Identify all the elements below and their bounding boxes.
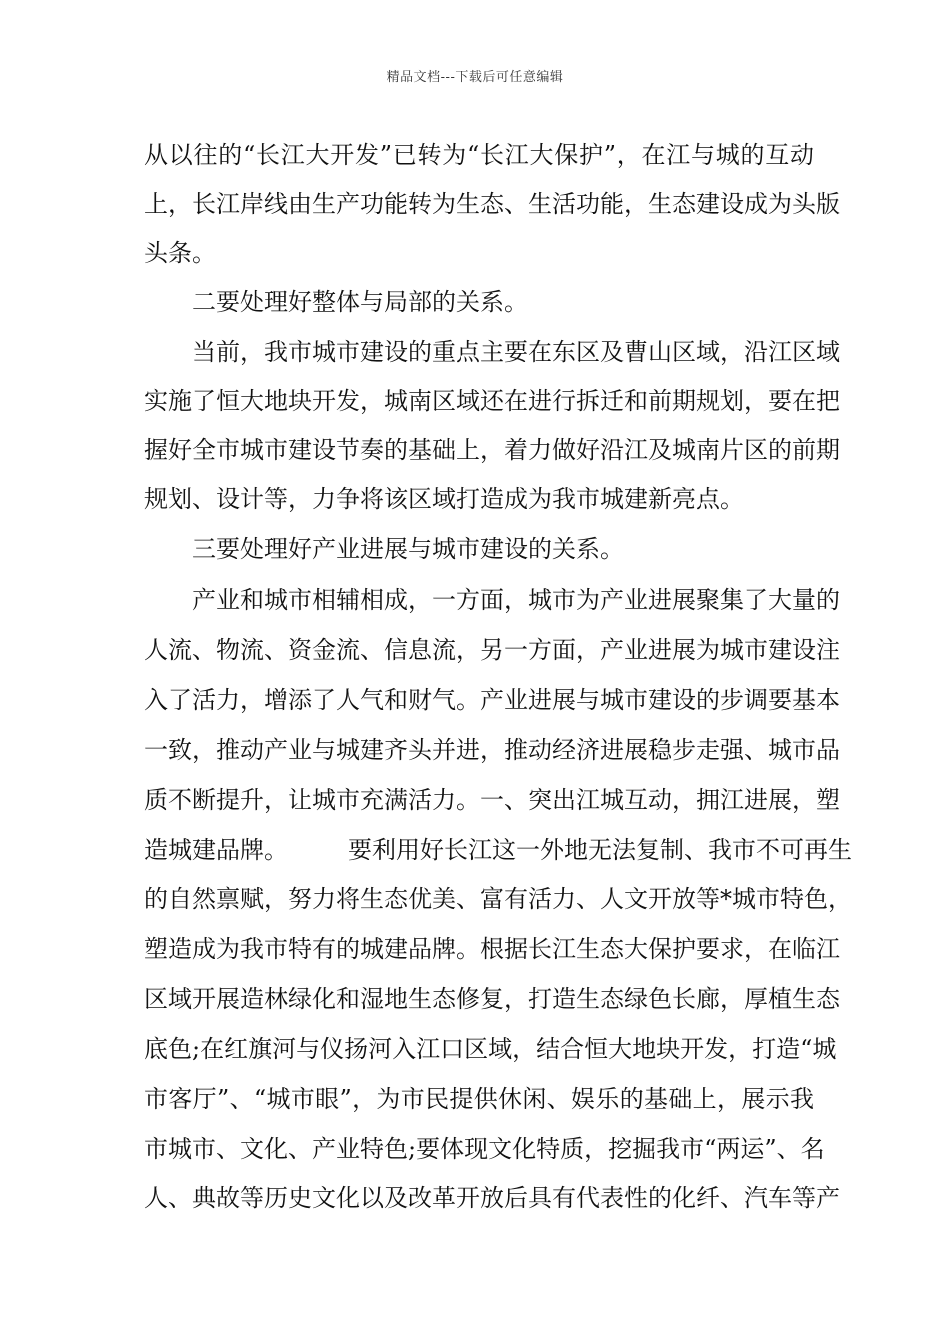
- text-line: 底色;在红旗河与仪扬河入江口区域，结合恒大地块开发，打造“城: [144, 1035, 837, 1063]
- text-line: 质不断提升，让城市充满活力。一、突出江城互动，拥江进展，塑: [144, 786, 840, 814]
- text-line: 塑造成为我市特有的城建品牌。根据长江生态大保护要求，在临江: [144, 935, 840, 963]
- text-line: 人、典故等历史文化以及改革开放后具有代表性的化纤、汽车等产: [144, 1184, 840, 1212]
- text-line: 头条。: [144, 239, 216, 267]
- text-line: 规划、设计等，力争将该区域打造成为我市城建新亮点。: [144, 485, 744, 513]
- text-line: 当前，我市城市建设的重点主要在东区及曹山区域，沿江区域: [144, 338, 840, 366]
- text-line: 的自然禀赋，努力将生态优美、富有活力、人文开放等*城市特色，: [144, 885, 852, 913]
- text-line: 人流、物流、资金流、信息流，另一方面，产业进展为城市建设注: [144, 636, 840, 664]
- text-line: 三要处理好产业进展与城市建设的关系。: [144, 535, 624, 563]
- text-line: 一致，推动产业与城建齐头并进，推动经济进展稳步走强、城市品: [144, 736, 840, 764]
- text-line: 二要处理好整体与局部的关系。: [144, 288, 528, 316]
- text-line: 入了活力，增添了人气和财气。产业进展与城市建设的步调要基本: [144, 686, 840, 714]
- text-line: 区域开展造林绿化和湿地生态修复，打造生态绿色长廊，厚植生态: [144, 985, 840, 1013]
- text-line: 产业和城市相辅相成，一方面，城市为产业进展聚集了大量的: [144, 586, 840, 614]
- text-line: 实施了恒大地块开发，城南区域还在进行拆迁和前期规划，要在把: [144, 387, 840, 415]
- text-line: 市城市、文化、产业特色;要体现文化特质，挖掘我市“两运”、名: [144, 1135, 825, 1163]
- text-line: 上，长江岸线由生产功能转为生态、生活功能，生态建设成为头版: [144, 190, 840, 218]
- text-line: 握好全市城市建设节奏的基础上，着力做好沿江及城南片区的前期: [144, 436, 840, 464]
- text-line: 市客厅”、“城市眼”，为市民提供休闲、娱乐的基础上，展示我: [144, 1085, 814, 1113]
- text-line: 从以往的“长江大开发”已转为“长江大保护”，在江与城的互动: [144, 141, 814, 169]
- text-line: 造城建品牌。 要利用好长江这一外地无法复制、我市不可再生: [144, 836, 852, 864]
- page-header: 精品文档---下载后可任意编辑: [386, 70, 564, 85]
